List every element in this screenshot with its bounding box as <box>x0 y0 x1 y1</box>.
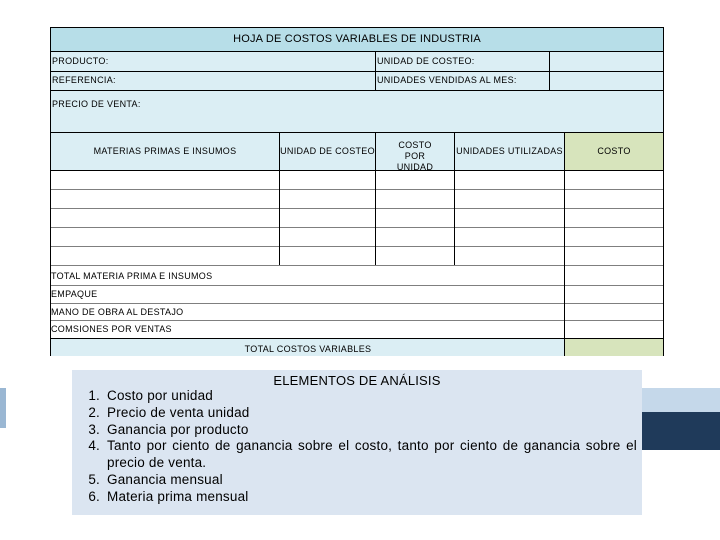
col-unidades-utilizadas: UNIDADES UTILIZADAS <box>455 132 564 170</box>
sheet-title: HOJA DE COSTOS VARIABLES DE INDUSTRIA <box>51 28 663 52</box>
producto-label: PRODUCTO: <box>51 52 376 71</box>
grid-line <box>454 132 455 265</box>
grid-line <box>51 285 663 286</box>
list-number: 5. <box>88 471 100 487</box>
analysis-title: ELEMENTOS DE ANÁLISIS <box>273 373 441 388</box>
total-costos-variables-label: TOTAL COSTOS VARIABLES <box>51 338 565 356</box>
grid-line <box>51 208 663 209</box>
list-text: Ganancia por producto <box>107 421 249 437</box>
grid-line <box>51 189 663 190</box>
list-text: Costo por unidad <box>107 388 214 403</box>
col-materias-primas: MATERIAS PRIMAS E INSUMOS <box>51 132 279 170</box>
list-item <box>72 472 637 489</box>
grid-line <box>51 132 663 133</box>
list-item <box>72 405 637 422</box>
grid-line <box>51 71 663 72</box>
unidad-costeo-value[interactable] <box>550 52 663 71</box>
unidad-costeo-label: UNIDAD DE COSTEO: <box>376 52 549 71</box>
left-edge-decoration <box>0 388 6 428</box>
precio-venta-label: PRECIO DE VENTA: <box>51 90 663 132</box>
list-item <box>72 489 637 506</box>
list-number: 6. <box>88 488 100 504</box>
list-number: 3. <box>88 421 100 437</box>
analysis-list <box>72 388 637 506</box>
grid-line <box>51 338 663 339</box>
material-rows-area[interactable] <box>51 170 663 264</box>
mano-obra-row: MANO DE OBRA AL DESTAJO <box>51 307 184 317</box>
list-text: Ganancia mensual <box>107 471 223 487</box>
grid-line <box>51 170 663 171</box>
list-text: Tanto por ciento de ganancia sobre el costo, tanto por ciento de ganancia sobre el precio de venta. <box>107 438 637 471</box>
col-costo: COSTO <box>565 132 663 170</box>
list-number: 2. <box>88 404 100 420</box>
list-item <box>72 422 637 439</box>
list-item <box>72 438 637 472</box>
grid-line <box>51 303 663 304</box>
grid-line <box>51 227 663 228</box>
list-item <box>72 388 637 405</box>
grid-line <box>51 90 663 91</box>
unidades-vendidas-label: UNIDADES VENDIDAS AL MES: <box>376 71 549 90</box>
total-costos-variables-value[interactable] <box>565 338 663 356</box>
analysis-box <box>72 370 642 515</box>
grid-line <box>51 320 663 321</box>
col-unidad-costeo: UNIDAD DE COSTEO <box>280 132 375 170</box>
cost-sheet-table <box>50 27 664 356</box>
grid-line <box>564 132 565 356</box>
list-number: 1. <box>88 388 100 403</box>
list-number: 4. <box>88 438 100 454</box>
unidades-vendidas-value[interactable] <box>550 71 663 90</box>
referencia-label: REFERENCIA: <box>51 71 376 90</box>
list-text: Precio de venta unidad <box>107 404 250 420</box>
grid-line <box>51 246 663 247</box>
grid-line <box>375 52 376 90</box>
total-materia-prima-row: TOTAL MATERIA PRIMA E INSUMOS <box>51 271 213 281</box>
comisiones-row: COMSIONES POR VENTAS <box>51 324 172 334</box>
grid-line <box>375 132 376 265</box>
grid-line <box>279 132 280 265</box>
grid-line <box>549 52 550 90</box>
list-text: Materia prima mensual <box>107 488 249 504</box>
col-costo-por-unidad: COSTO POR UNIDAD <box>376 132 454 170</box>
empaque-row: EMPAQUE <box>51 289 98 299</box>
grid-line <box>51 265 663 266</box>
right-edge-decoration-dark <box>642 412 720 450</box>
